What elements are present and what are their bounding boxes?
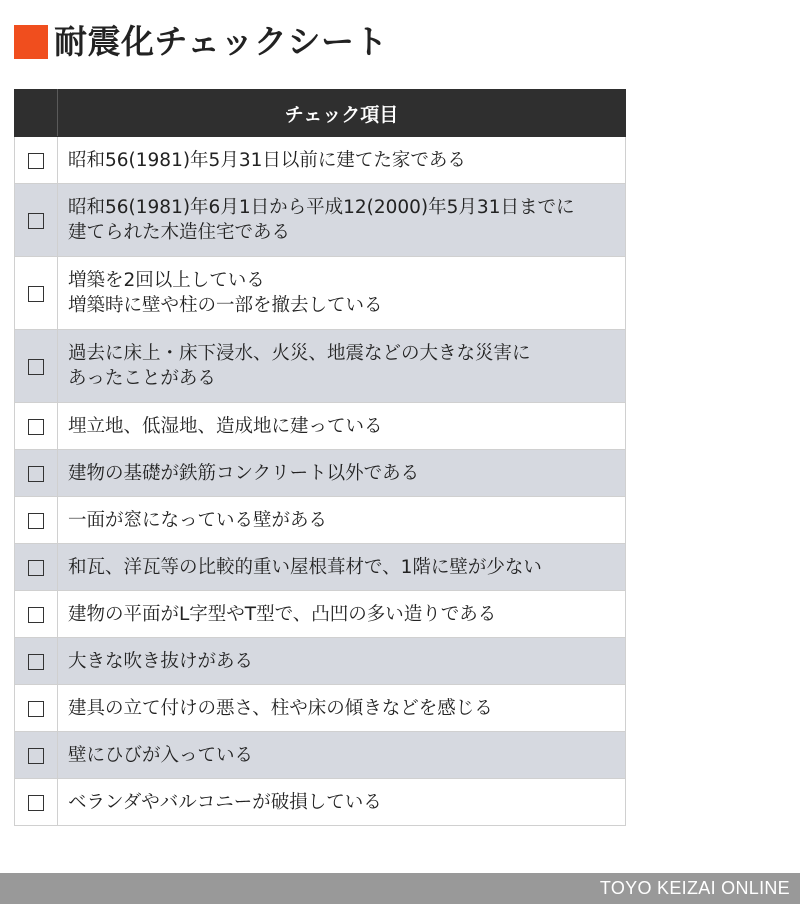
checkbox[interactable] — [28, 153, 44, 169]
footer-credit: TOYO KEIZAI ONLINE — [599, 878, 790, 898]
check-item-line: ベランダやバルコニーが破損している — [68, 791, 382, 813]
checkbox-cell — [15, 779, 58, 826]
check-item-line: 埋立地、低湿地、造成地に建っている — [68, 415, 383, 437]
check-item-text — [58, 257, 626, 330]
checkbox-cell — [15, 403, 58, 450]
check-item-line: 建てられた木造住宅である — [68, 222, 291, 243]
checkbox-cell — [15, 544, 58, 591]
check-item-line: 増築を2回以上している — [68, 270, 265, 291]
check-item-text — [58, 732, 626, 779]
checklist-row — [15, 137, 626, 184]
check-item-line: 昭和56(1981)年6月1日から平成12(2000)年5月31日までに — [68, 197, 575, 218]
checkbox[interactable] — [28, 466, 44, 482]
checkbox-cell — [15, 685, 58, 732]
check-item-line: あったことがある — [68, 368, 216, 389]
checklist-row — [15, 184, 626, 257]
check-item-line: 建物の基礎が鉄筋コンクリート以外である — [68, 462, 420, 484]
checkbox[interactable] — [28, 213, 44, 229]
title-accent-square — [14, 25, 48, 59]
checklist-row — [15, 403, 626, 450]
check-item-line: 建物の平面がL字型やT型で、凸凹の多い造りである — [68, 603, 497, 625]
footer-bar — [0, 873, 800, 904]
checklist-row — [15, 685, 626, 732]
check-item-line: 増築時に壁や柱の一部を撤去している — [68, 295, 383, 316]
check-item-line: 壁にひびが入っている — [68, 744, 254, 766]
checkbox[interactable] — [28, 419, 44, 435]
checkbox-cell — [15, 638, 58, 685]
check-item-column-header: チェック項目 — [58, 90, 626, 137]
check-item-text — [58, 330, 626, 403]
check-item-line: 建具の立て付けの悪さ、柱や床の傾きなどを感じる — [68, 697, 493, 719]
checkbox-cell — [15, 497, 58, 544]
checklist-row — [15, 497, 626, 544]
checklist-row — [15, 638, 626, 685]
check-item-text — [58, 685, 626, 732]
title-row — [14, 22, 388, 62]
checklist-row — [15, 544, 626, 591]
checkbox[interactable] — [28, 654, 44, 670]
check-item-text — [58, 638, 626, 685]
checkbox[interactable] — [28, 560, 44, 576]
checklist-row — [15, 330, 626, 403]
checklist-row — [15, 779, 626, 826]
checkbox-cell — [15, 184, 58, 257]
check-item-text — [58, 497, 626, 544]
checkbox[interactable] — [28, 286, 44, 302]
checklist-header-row — [15, 90, 626, 137]
checkbox[interactable] — [28, 359, 44, 375]
check-item-text — [58, 591, 626, 638]
checkbox-cell — [15, 732, 58, 779]
checkbox-cell — [15, 591, 58, 638]
checkbox[interactable] — [28, 748, 44, 764]
check-item-text — [58, 137, 626, 184]
checkbox-column-header — [15, 90, 58, 137]
check-item-line: 一面が窓になっている壁がある — [68, 509, 328, 531]
check-item-line: 過去に床上・床下浸水、火災、地震などの大きな災害に — [68, 343, 531, 364]
checkbox-cell — [15, 330, 58, 403]
check-item-text — [58, 184, 626, 257]
check-item-text — [58, 779, 626, 826]
checkbox-cell — [15, 450, 58, 497]
check-item-line: 和瓦、洋瓦等の比較的重い屋根葺材で、1階に壁が少ない — [68, 556, 542, 578]
checkbox-cell — [15, 257, 58, 330]
check-item-text — [58, 403, 626, 450]
checklist-row — [15, 450, 626, 497]
checklist-table — [14, 89, 626, 826]
check-item-text — [58, 450, 626, 497]
checkbox[interactable] — [28, 513, 44, 529]
check-item-line: 大きな吹き抜けがある — [68, 650, 254, 672]
checkbox[interactable] — [28, 701, 44, 717]
checklist-row — [15, 591, 626, 638]
check-item-text — [58, 544, 626, 591]
checkbox[interactable] — [28, 607, 44, 623]
checklist-row — [15, 257, 626, 330]
page-title: 耐震化チェックシート — [54, 22, 389, 61]
checkbox[interactable] — [28, 795, 44, 811]
checkbox-cell — [15, 137, 58, 184]
checklist-row — [15, 732, 626, 779]
check-item-line: 昭和56(1981)年5月31日以前に建てた家である — [68, 149, 466, 171]
